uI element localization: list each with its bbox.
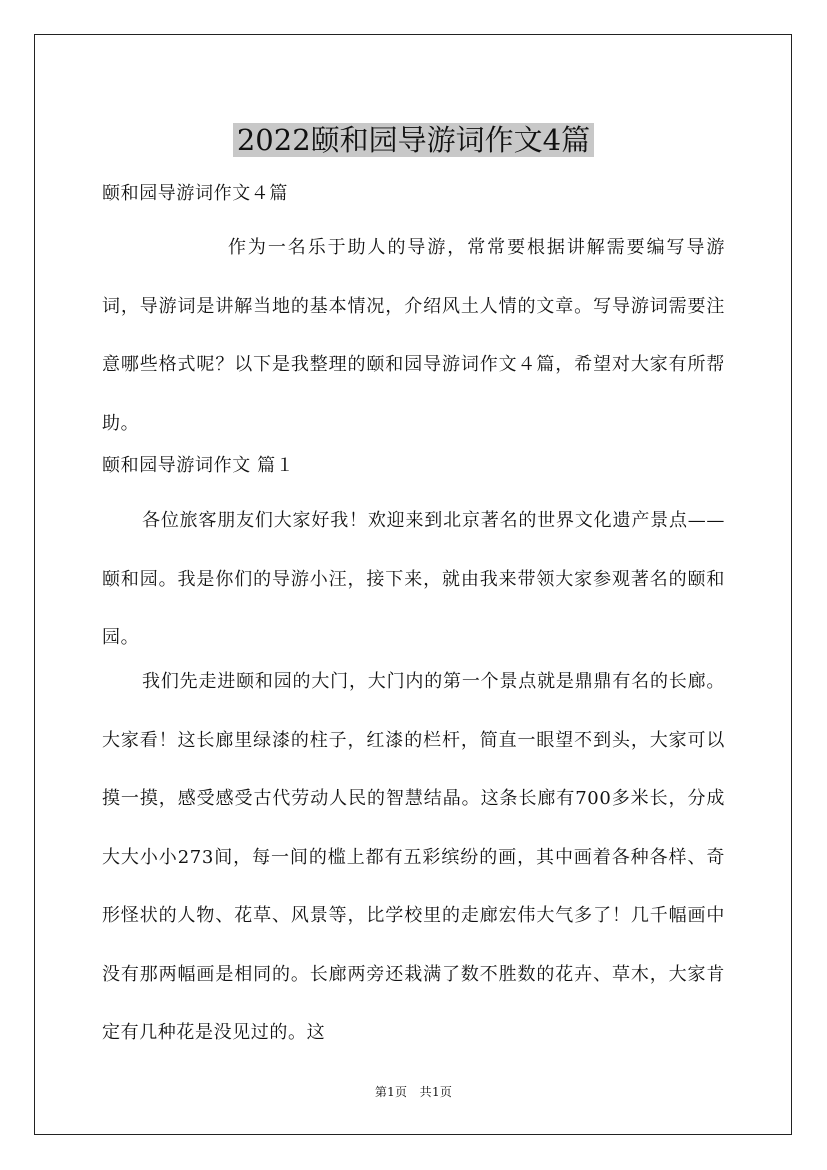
document-subtitle: 颐和园导游词作文４篇 xyxy=(102,183,288,204)
section-heading: 颐和园导游词作文 篇１ xyxy=(102,455,295,476)
page-footer: 第1页 共1页 xyxy=(374,1085,453,1099)
body-paragraph: 我们先走进颐和园的大门，大门内的第一个景点就是鼎鼎有名的长廊。大家看！这长廊里绿漆的柱子，红漆的栏杆，简直一眼望不到头，大家可以摸一摸，感受感受古代劳动人民的智慧结晶。这条长廊有700多米长，分成大大小小273间，每一间的槛上都有五彩缤纷的画，其中画着各种各样、奇形怪状的人物、花草、风景等，比学校里的走廊宏伟大气多了！几千幅画中没有那两幅画是相同的。长廊两旁还栽满了数不胜数的花卉、草木，大家肯定有几种花是没见过的。这 xyxy=(102,671,725,1043)
document-title-text: 2022颐和园导游词作文4篇 xyxy=(233,123,594,157)
body-paragraph: 各位旅客朋友们大家好我！欢迎来到北京著名的世界文化遗产景点——颐和园。我是你们的导游小汪，接下来，就由我来带领大家参观著名的颐和园。 xyxy=(102,510,725,648)
intro-paragraph: 作为一名乐于助人的导游，常常要根据讲解需要编写导游词，导游词是讲解当地的基本情况，介绍风土人情的文章。写导游词需要注意哪些格式呢？以下是我整理的颐和园导游词作文４篇，希望对大家有所帮助。 xyxy=(102,237,725,434)
document-title xyxy=(0,116,827,164)
